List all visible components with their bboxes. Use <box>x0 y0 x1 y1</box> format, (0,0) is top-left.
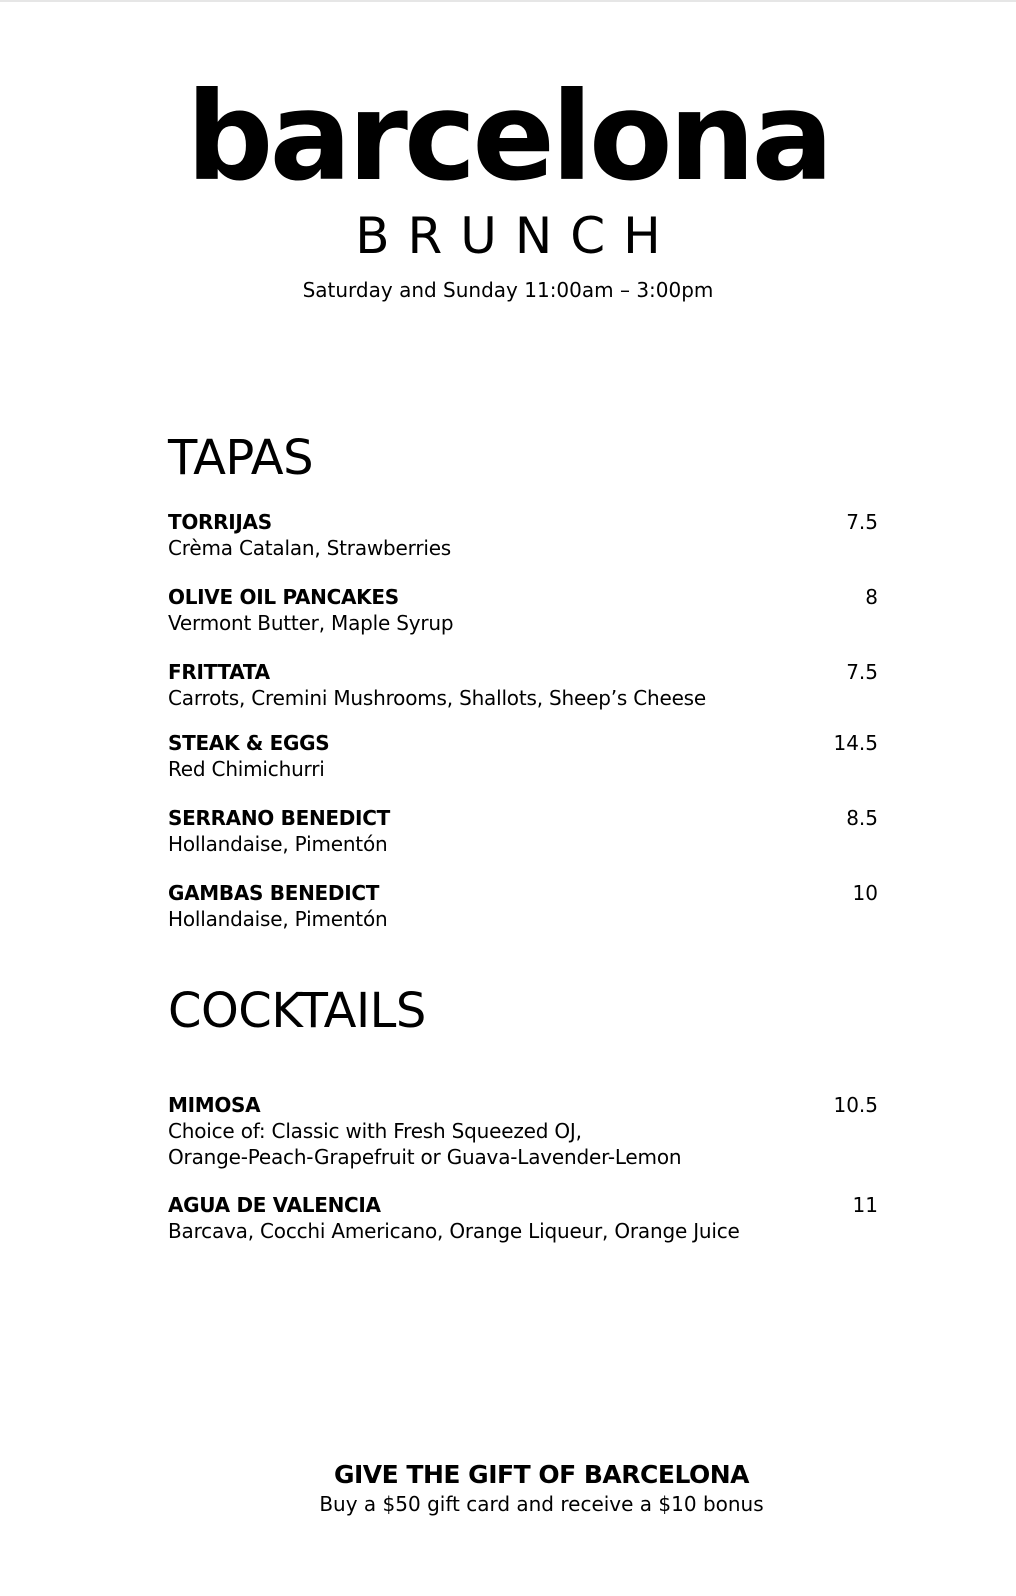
item-description: Red Chimichurri <box>168 757 325 781</box>
item-description: Crèma Catalan, Strawberries <box>168 536 452 560</box>
gift-card-title: GIVE THE GIFT OF BARCELONA <box>333 1460 750 1489</box>
item-name: AGUA DE VALENCIA <box>168 1193 381 1217</box>
item-description: Barcava, Cocchi Americano, Orange Liqueur, Orange Juice <box>168 1219 740 1243</box>
item-price: 14.5 <box>833 731 878 755</box>
item-name: SERRANO BENEDICT <box>168 806 390 830</box>
menu-item-agua-de-valencia <box>168 1192 878 1244</box>
barcelona-logo: barcelona <box>186 66 830 208</box>
item-name: STEAK & EGGS <box>168 731 330 755</box>
page-top-border <box>0 0 1016 2</box>
menu-item-gambas-benedict <box>168 880 878 932</box>
menu-subtitle: BRUNCH <box>355 207 679 265</box>
item-price: 10 <box>852 881 878 905</box>
item-name: TORRIJAS <box>168 510 272 534</box>
menu-item-mimosa <box>168 1092 878 1170</box>
section-title-tapas: TAPAS <box>168 430 314 486</box>
menu-item-frittata <box>168 659 878 711</box>
item-name: OLIVE OIL PANCAKES <box>168 585 399 609</box>
menu-item-serrano-benedict <box>168 805 878 857</box>
item-price: 7.5 <box>846 660 878 684</box>
item-price: 8 <box>865 585 878 609</box>
item-description: Hollandaise, Pimentón <box>168 832 388 856</box>
item-description: Hollandaise, Pimentón <box>168 907 388 931</box>
item-description: Vermont Butter, Maple Syrup <box>168 611 454 635</box>
section-title-cocktails: COCKTAILS <box>168 983 426 1039</box>
item-name: MIMOSA <box>168 1093 261 1117</box>
item-description: Choice of: Classic with Fresh Squeezed OJ, <box>168 1119 582 1143</box>
menu-item-steak-and-eggs <box>168 730 878 782</box>
item-name: GAMBAS BENEDICT <box>168 881 380 905</box>
service-hours: Saturday and Sunday 11:00am – 3:00pm <box>302 278 714 302</box>
item-description-line-2: Orange-Peach-Grapefruit or Guava-Lavender-Lemon <box>168 1145 682 1169</box>
menu-item-torrijas <box>168 509 878 561</box>
item-price: 11 <box>852 1193 878 1217</box>
item-description: Carrots, Cremini Mushrooms, Shallots, Sheep’s Cheese <box>168 686 707 710</box>
gift-card-offer: Buy a $50 gift card and receive a $10 bonus <box>319 1492 764 1516</box>
item-price: 8.5 <box>846 806 878 830</box>
item-price: 7.5 <box>846 510 878 534</box>
menu-item-olive-oil-pancakes <box>168 584 878 636</box>
item-price: 10.5 <box>833 1093 878 1117</box>
item-name: FRITTATA <box>168 660 270 684</box>
